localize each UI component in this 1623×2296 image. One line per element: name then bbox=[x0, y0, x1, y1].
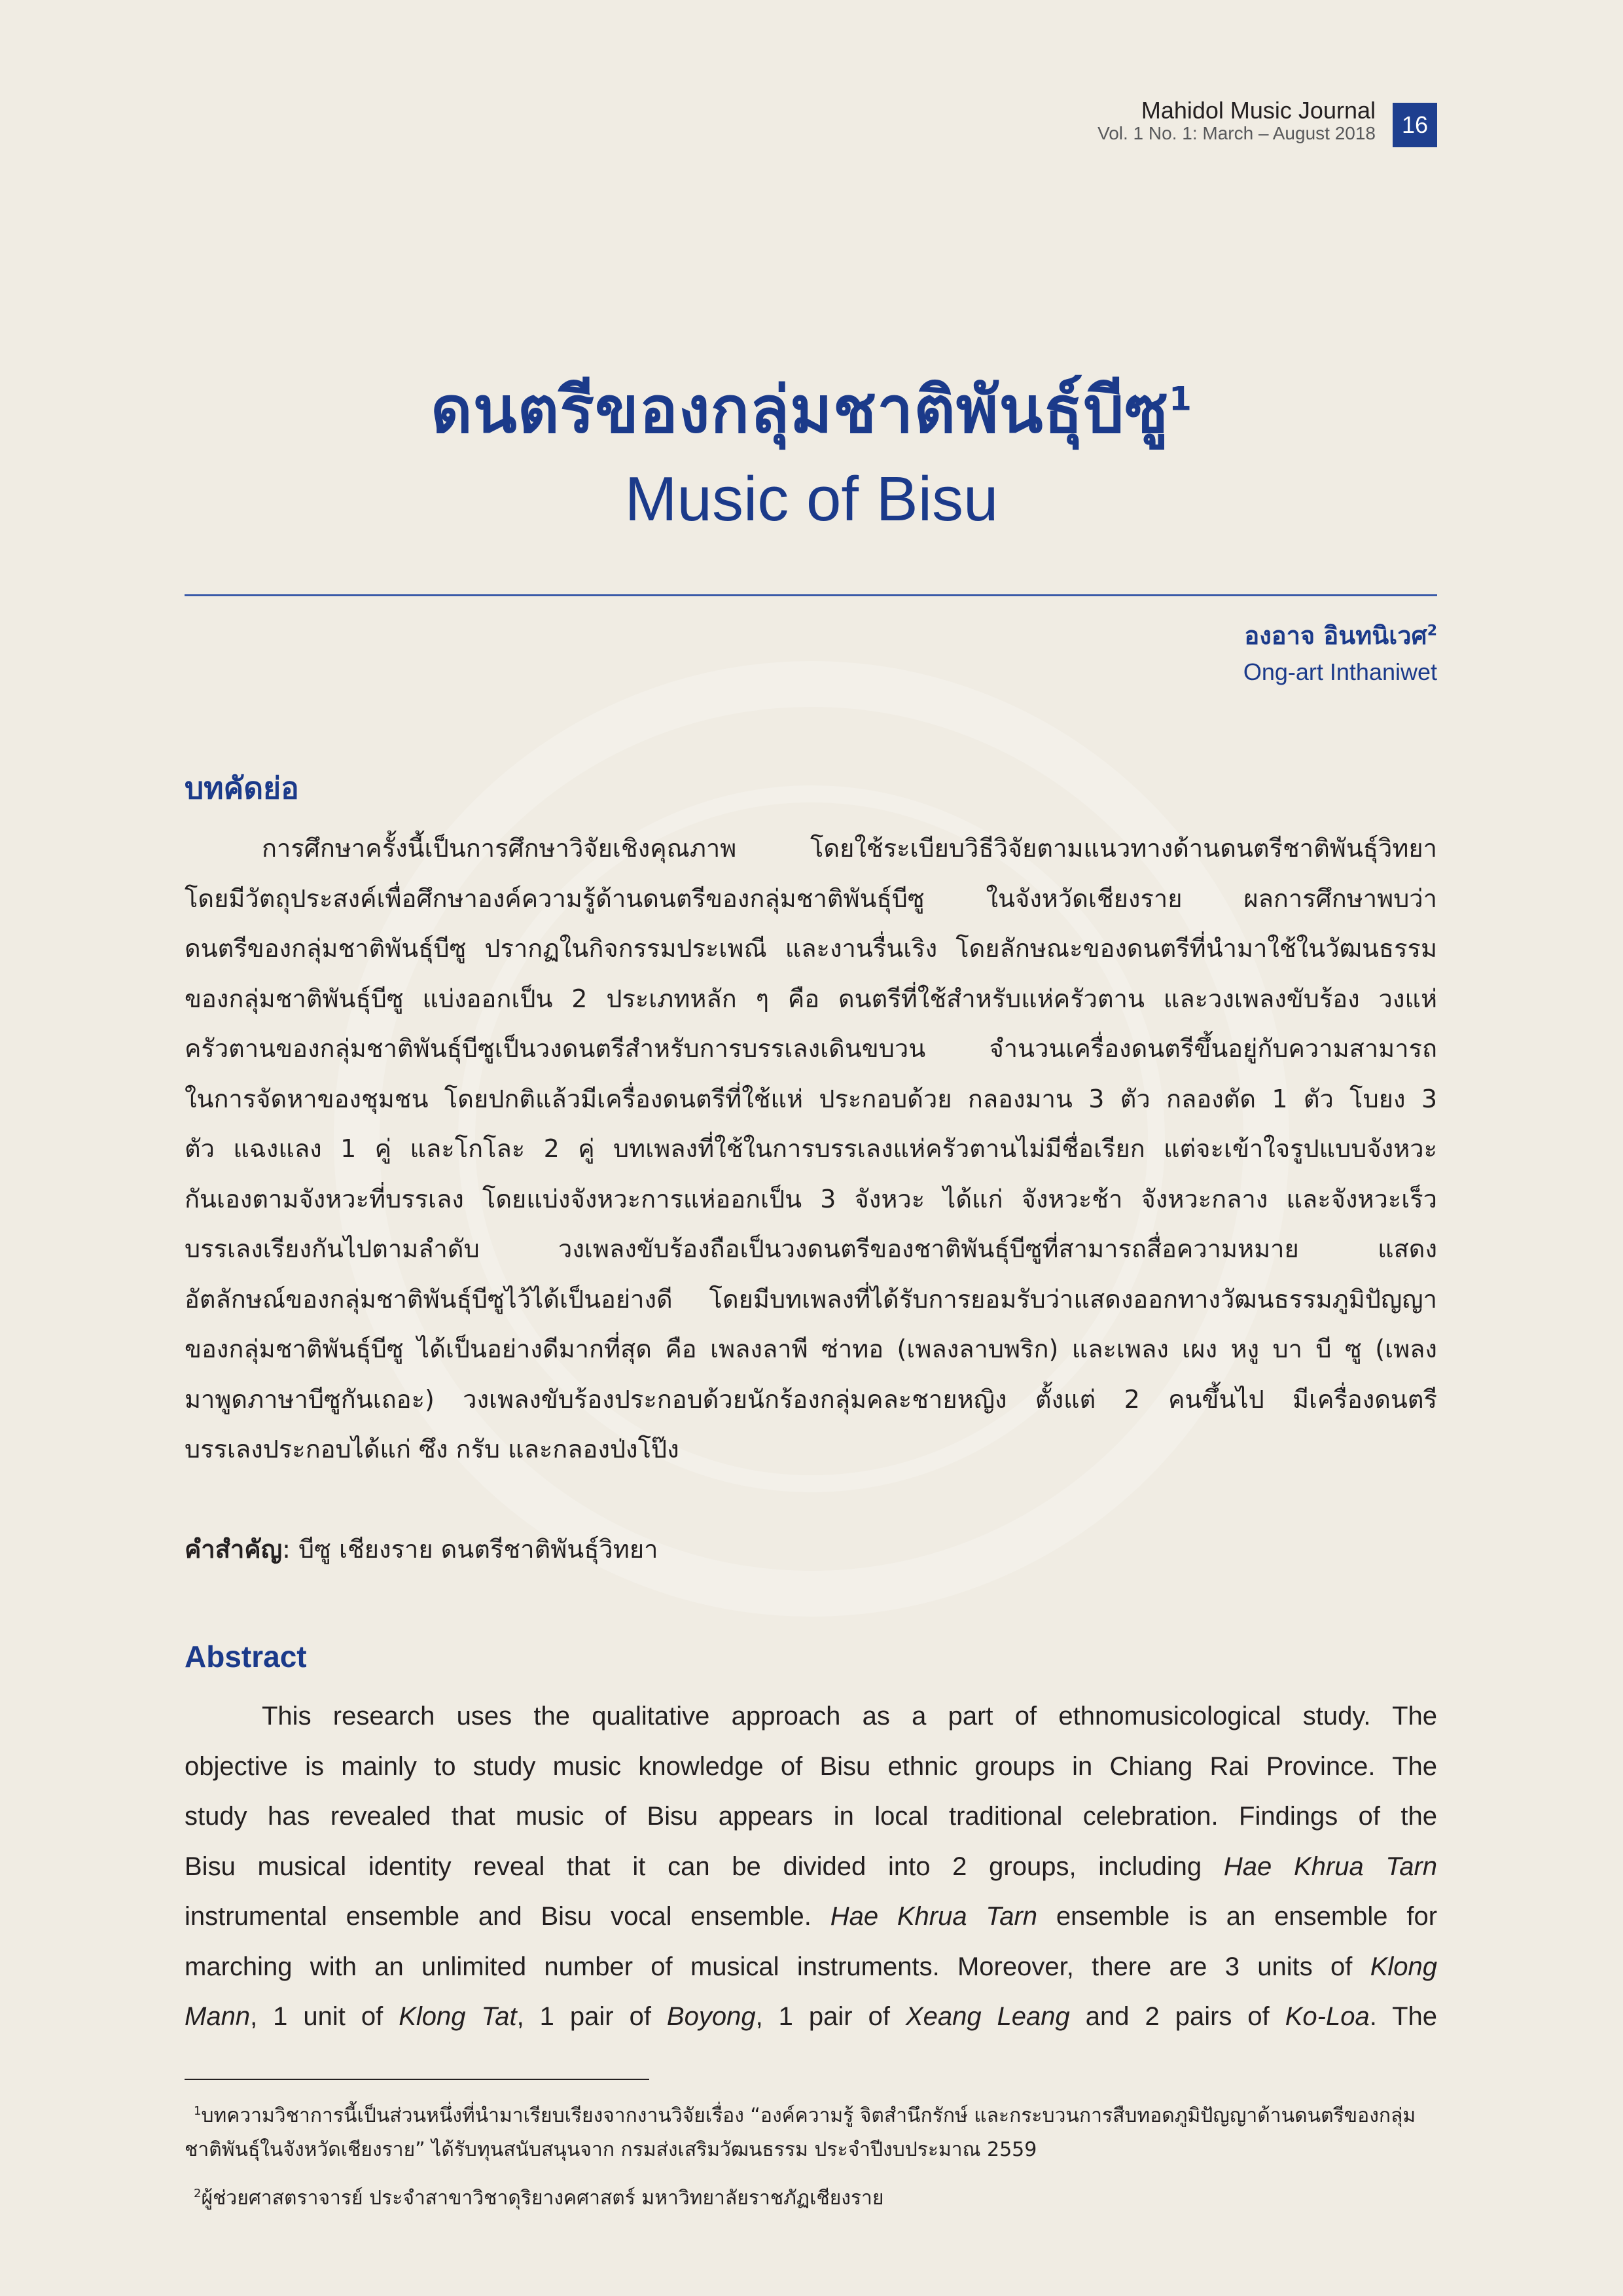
abstract-english-text: This research uses the qualitative approach as a part of ethnomusicological study. The bbox=[262, 1702, 1437, 1731]
footnote-1-mark: 1 bbox=[194, 2104, 202, 2118]
author-footnote-mark[interactable]: 2 bbox=[1427, 622, 1437, 639]
footnote-divider bbox=[185, 2079, 649, 2080]
abstract-english-line bbox=[185, 1892, 1437, 1942]
journal-volume: Vol. 1 No. 1: March – August 2018 bbox=[1097, 123, 1376, 143]
author-thai-name: องอาจ อินทนิเวศ bbox=[1244, 621, 1427, 650]
abstract-english-text: Bisu musical identity reveal that it can be divided into 2 groups, including bbox=[185, 1852, 1224, 1881]
abstract-english-term: Klong bbox=[1370, 1952, 1437, 1981]
author-thai bbox=[1244, 615, 1437, 655]
abstract-thai-line: ในการจัดหาของชุมชน โดยปกติแล้วมีเครื่องดนตรีที่ใช้แห่ ประกอบด้วย กลองมาน 3 ตัว กลองตัด 1 ตัว โบยง 3 bbox=[185, 1084, 1437, 1113]
footnote-1-line-2: ชาติพันธุ์ในจังหวัดเชียงราย” ได้รับทุนสนับสนุนจาก กรมส่งเสริมวัฒนธรรม ประจำปีงบประมาณ 2559 bbox=[185, 2138, 1037, 2161]
abstract-english-term: Mann bbox=[185, 2002, 251, 2031]
abstract-thai-line: บรรเลงประกอบได้แก่ ซึง กรับ และกลองป่งโป๊ง bbox=[185, 1435, 679, 1463]
abstract-english-line bbox=[185, 1691, 1437, 1742]
abstract-english-line bbox=[185, 1791, 1437, 1842]
footnote-2-line-1: ผู้ช่วยศาสตราจารย์ ประจำสาขาวิชาดุริยางคศาสตร์ มหาวิทยาลัยราชภัฏเชียงราย bbox=[201, 2187, 884, 2210]
abstract-thai-line: กันเองตามจังหวะที่บรรเลง โดยแบ่งจังหวะการแห่ออกเป็น 3 จังหวะ ได้แก่ จังหวะช้า จังหวะกลาง และจังหวะเร็ว bbox=[185, 1184, 1437, 1213]
abstract-thai-line: การศึกษาครั้งนี้เป็นการศึกษาวิจัยเชิงคุณภาพ โดยใช้ระเบียบวิธีวิจัยตามแนวทางด้านดนตรีชาติพันธุ์วิทยา bbox=[262, 834, 1437, 863]
abstract-english-heading: Abstract bbox=[185, 1640, 307, 1674]
abstract-thai-line: ของกลุ่มชาติพันธุ์บีซู ได้เป็นอย่างดีมากที่สุด คือ เพลงลาพี ซ่าทอ (เพลงลาบพริก) และเพลง เผง หงู บา บี ซู (เพลง bbox=[185, 1335, 1437, 1363]
footnote-1 bbox=[185, 2094, 1437, 2167]
abstract-english-text: and 2 pairs of bbox=[1069, 2002, 1285, 2031]
abstract-english-text: instrumental ensemble and Bisu vocal ensemble. bbox=[185, 1902, 830, 1931]
abstract-english-line bbox=[185, 1992, 1437, 2042]
abstract-english-line bbox=[185, 1742, 1437, 1792]
abstract-english-line bbox=[185, 1842, 1437, 1892]
abstract-english-text: study has revealed that music of Bisu appears in local traditional celebration. Findings of the bbox=[185, 1802, 1437, 1831]
journal-name: Mahidol Music Journal bbox=[1141, 97, 1376, 124]
title-divider bbox=[185, 594, 1437, 596]
keywords bbox=[185, 1529, 658, 1569]
title-english: Music of Bisu bbox=[624, 464, 999, 534]
abstract-thai-body bbox=[185, 823, 1437, 1475]
abstract-thai-line: อัตลักษณ์ของกลุ่มชาติพันธุ์บีซูไว้ได้เป็นอย่างดี โดยมีบทเพลงที่ได้รับการยอมรับว่าแสดงออกทางวัฒนธรรมภูมิปัญญา bbox=[185, 1284, 1437, 1314]
abstract-english-term: Hae Khrua Tarn bbox=[830, 1902, 1038, 1931]
abstract-english-body bbox=[185, 1691, 1437, 2042]
abstract-english-line bbox=[185, 1942, 1437, 1992]
footnote-2 bbox=[194, 2177, 1437, 2215]
title-thai bbox=[0, 359, 1623, 461]
abstract-english-text: marching with an unlimited number of musical instruments. Moreover, there are 3 units of bbox=[185, 1952, 1370, 1981]
author-english: Ong-art Inthaniwet bbox=[1243, 658, 1437, 685]
abstract-english-term: Ko-Loa bbox=[1285, 2002, 1370, 2031]
keywords-value: : บีซู เชียงราย ดนตรีชาติพันธุ์วิทยา bbox=[282, 1535, 658, 1564]
title-thai-text: ดนตรีของกลุ่มชาติพันธุ์บีซู bbox=[431, 373, 1169, 448]
abstract-english-text: , 1 unit of bbox=[250, 2002, 399, 2031]
abstract-english-text: , 1 pair of bbox=[755, 2002, 906, 2031]
footnote-1-line-1: บทความวิชาการนี้เป็นส่วนหนึ่งที่นำมาเรียบเรียงจากงานวิจัยเรื่อง “องค์ความรู้ จิตสำนึกรักษ์ และกระบวนการสืบทอดภูมิปัญญาด้านดนตรีของกลุ่ม bbox=[201, 2104, 1416, 2127]
abstract-thai-line: มาพูดภาษาบีซูกันเถอะ) วงเพลงขับร้องประกอบด้วยนักร้องกลุ่มคละชายหญิง ตั้งแต่ 2 คนขึ้นไป มีเครื่องดนตรี bbox=[185, 1384, 1437, 1414]
abstract-thai-line: ครัวตานของกลุ่มชาติพันธุ์บีซูเป็นวงดนตรีสำหรับการบรรเลงเดินขบวน จำนวนเครื่องดนตรีขึ้นอยู่กับความสามารถ bbox=[185, 1034, 1437, 1063]
abstract-thai-line: ดนตรีของกลุ่มชาติพันธุ์บีซู ปรากฏในกิจกรรมประเพณี และงานรื่นเริง โดยลักษณะของดนตรีที่นำมาใช้ในวัฒนธรรม bbox=[185, 934, 1437, 963]
abstract-english-term: Hae Khrua Tarn bbox=[1223, 1852, 1438, 1881]
abstract-thai-line: บรรเลงเรียงกันไปตามลำดับ วงเพลงขับร้องถือเป็นวงดนตรีของชาติพันธุ์บีซูที่สามารถสื่อความหมาย แสดง bbox=[185, 1234, 1437, 1263]
abstract-thai-line: ของกลุ่มชาติพันธุ์บีซู แบ่งออกเป็น 2 ประเภทหลัก ๆ คือ ดนตรีที่ใช้สำหรับแห่ครัวตาน และวงเพลงขับร้อง วงแห่ bbox=[185, 984, 1437, 1013]
abstract-english-text: . The bbox=[1369, 2002, 1437, 2031]
abstract-english-text: objective is mainly to study music knowledge of Bisu ethnic groups in Chiang Rai Province. The bbox=[185, 1751, 1437, 1781]
abstract-english-term: Xeang Leang bbox=[905, 2002, 1070, 2031]
abstract-english-text: ensemble is an ensemble for bbox=[1037, 1902, 1438, 1931]
title-footnote-mark[interactable]: 1 bbox=[1169, 380, 1192, 418]
abstract-thai-line: ตัว แฉงแลง 1 คู่ และโกโละ 2 คู่ บทเพลงที่ใช้ในการบรรเลงแห่ครัวตานไม่มีชื่อเรียก แต่จะเข้าใจรูปแบบจังหวะ bbox=[185, 1134, 1437, 1163]
keywords-label: คำสำคัญ bbox=[185, 1535, 283, 1564]
abstract-thai-heading: บทคัดย่อ bbox=[185, 770, 299, 806]
abstract-english-term: Klong Tat bbox=[399, 2002, 517, 2031]
abstract-english-term: Boyong bbox=[666, 2002, 756, 2031]
abstract-english-text: , 1 pair of bbox=[516, 2002, 667, 2031]
page-number-badge: 16 bbox=[1393, 103, 1437, 147]
footnote-2-mark: 2 bbox=[194, 2187, 202, 2200]
abstract-thai-line: โดยมีวัตถุประสงค์เพื่อศึกษาองค์ความรู้ด้านดนตรีของกลุ่มชาติพันธุ์บีซู ในจังหวัดเชียงราย ผลการศึกษาพบว่า bbox=[185, 884, 1437, 913]
